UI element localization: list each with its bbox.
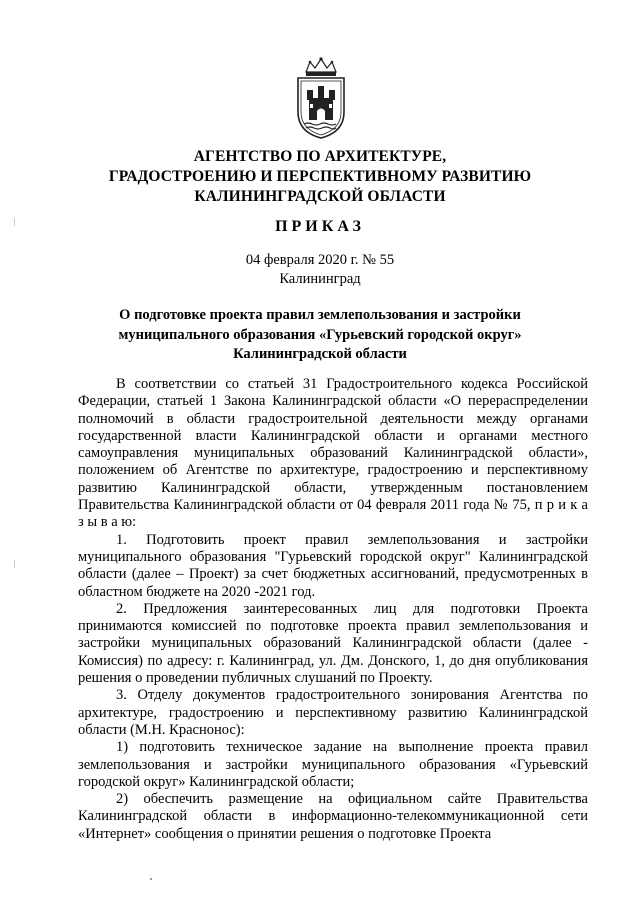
- subject-line-3: Калининградской области: [233, 346, 407, 362]
- paragraph-3: 3. Отделу документов градостроительного зонирования Агентства по архитектуре, градостроению и перспективному развитию Калининградской области (М.Н. Краснонос):: [78, 687, 588, 738]
- agency-name-line-3: КАЛИНИНГРАДСКОЙ ОБЛАСТИ: [194, 188, 446, 205]
- agency-name-line-1: АГЕНТСТВО ПО АРХИТЕКТУРЕ,: [193, 148, 447, 165]
- subject-line-2: муниципального образования «Гурьевский городской округ»: [118, 326, 522, 343]
- order-body: [78, 376, 588, 843]
- agency-header: [40, 147, 600, 207]
- order-subject: [90, 306, 550, 365]
- subject-line-1: О подготовке проекта правил землепользования и застройки: [119, 307, 521, 323]
- order-place: Калининград: [279, 271, 361, 287]
- paragraph-3-1: 1) подготовить техническое задание на выполнение проекта правил землепользования и застройки муниципального образования «Гурьевский городской округ» Калининградской области;: [78, 739, 588, 790]
- scan-mark: [14, 560, 15, 568]
- order-date-number: 04 февраля 2020 г. № 55: [245, 252, 395, 268]
- order-title: ПРИКАЗ: [275, 218, 365, 235]
- paragraph-1: 1. Подготовить проект правил землепользования и застройки муниципального образования "Гурьевский городской округ" Калининградской области (далее – Проект) за счет бюджетных ассигнований, предусмотренных в областном бюджете на 2020 -2021 год.: [78, 531, 588, 600]
- paragraph-3-2: 2) обеспечить размещение на официальном сайте Правительства Калининградской области в информационно-телекоммуникационной сети «Интернет» сообщения о принятии решения о подготовке Проекта: [78, 791, 588, 842]
- agency-name-line-2: ГРАДОСТРОЕНИЮ И ПЕРСПЕКТИВНОМУ РАЗВИТИЮ: [108, 168, 532, 185]
- paragraph-2: 2. Предложения заинтересованных лиц для подготовки Проекта принимаются комиссией по подготовке проекта правил землепользования и застройки муниципальных образований Калининградской области (далее - Комиссия) по адресу: г. Калининград, ул. Дм. Донского, 1, до дня опубликования решения о проведении публичных слушаний по Проекту.: [78, 600, 588, 687]
- intro-paragraph: В соответствии со статьей 31 Градостроительного кодекса Российской Федерации, статьей 1 Закона Калининградской области «О перераспределении полномочий в области градостроительной деятельности между органами государственной власти Калининградской области и органами местного самоуправления муниципальных образований Калининградской области», положением об Агентстве по архитектуре, градостроению и перспективному развитию Калининградской области, утвержденным постановлением Правительства Калининградской области от 04 февраля 2011 года № 75, п р и к а з ы в а ю:: [78, 376, 588, 531]
- order-meta: [40, 251, 600, 289]
- scan-mark: [14, 218, 15, 226]
- scan-dot: [150, 878, 152, 880]
- coat-of-arms-icon: [290, 56, 352, 140]
